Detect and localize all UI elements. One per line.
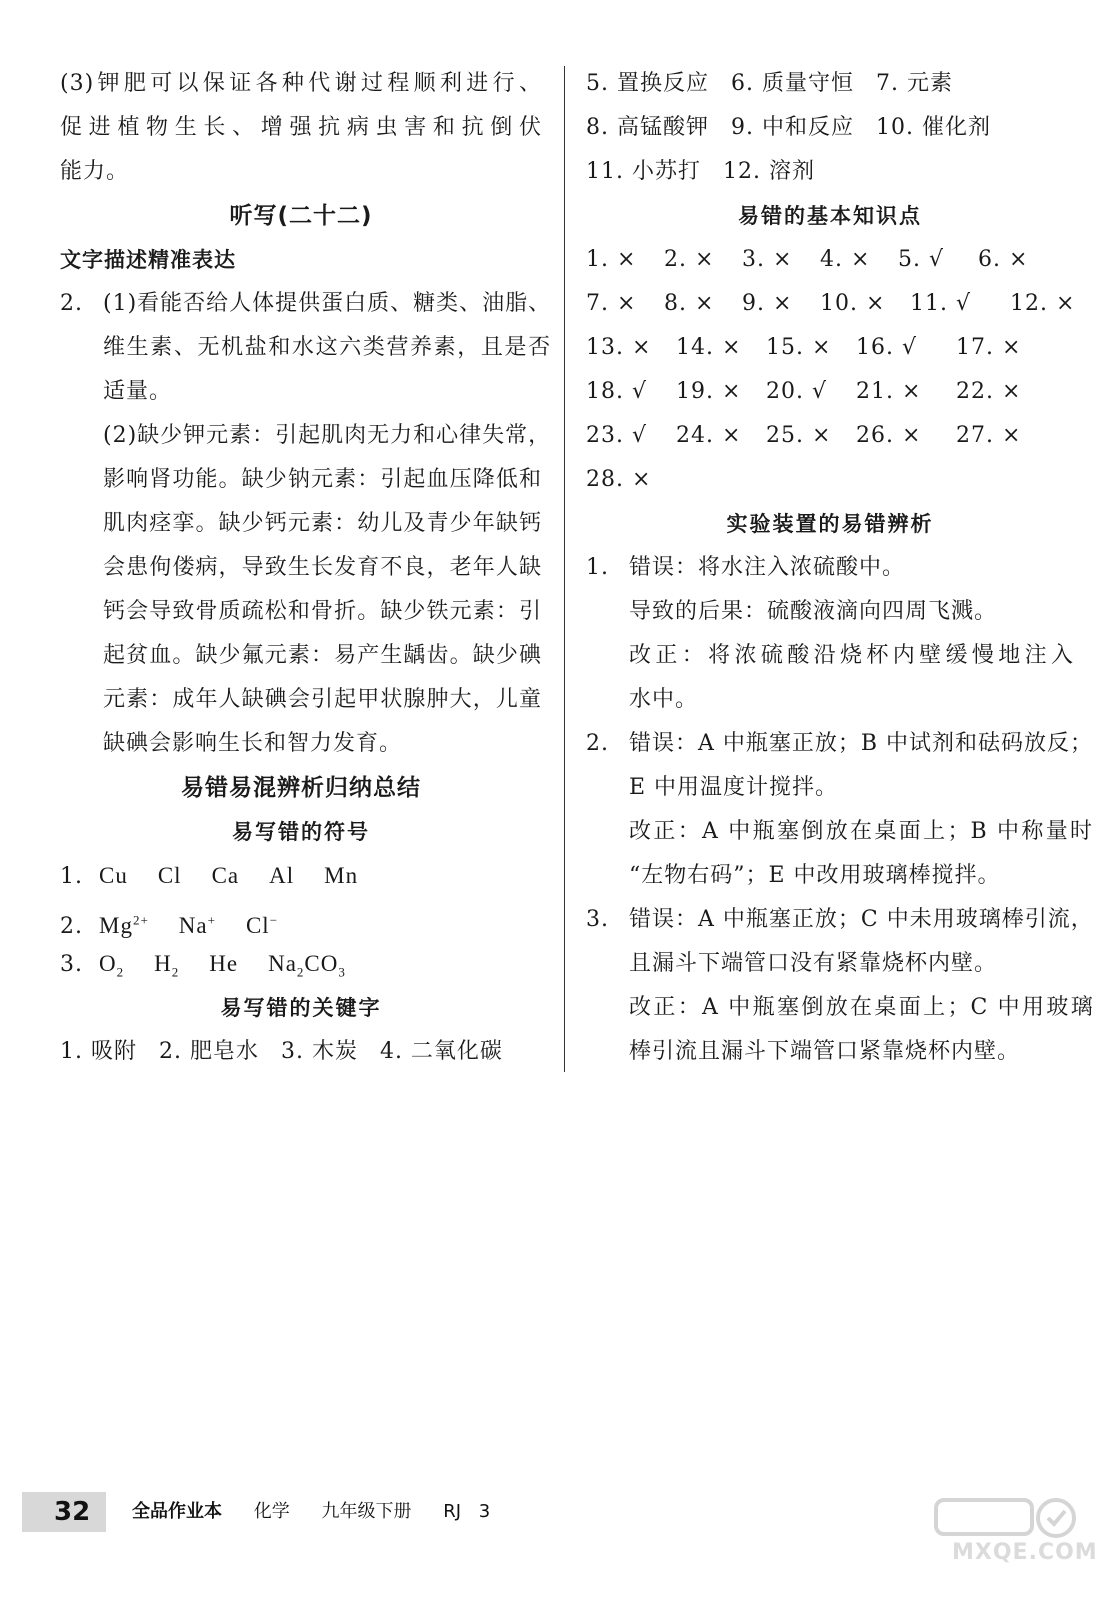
symbol-cu: Cu [99,863,128,888]
dictation-title: 听写(二十二) [229,203,373,229]
symbol-row-1 [60,854,542,898]
tf-answer: 14. × [676,335,742,360]
e3-line-2: 且漏斗下端管口没有紧靠烧杯内壁。 [629,951,998,976]
item-number: 1. [586,555,609,580]
tf-answer: 4. × [820,247,871,272]
q2b-line-6: 起贫血。缺少氟元素：易产生龋齿。缺少碘 [103,643,542,668]
tf-row-3 [586,326,1074,370]
formula-h2: $H_2$ [154,951,180,980]
keyword-item: 5. 置换反应 [586,71,709,96]
keyword-item: 10. 催化剂 [875,115,991,140]
question-number: 2. [60,291,83,316]
ion-na: Na+ [178,912,216,938]
left-column [60,62,552,1074]
error-item-1 [586,546,1074,722]
tf-answer: 20. √ [766,379,827,404]
keyword-item: 6. 质量守恒 [730,71,854,96]
tf-answer: 23. √ [586,423,647,448]
tf-answer: 10. × [820,291,886,316]
tf-answer: 24. × [676,423,742,448]
q2-line-3: 适量。 [103,379,173,404]
keyword-item: 3. 木炭 [280,1039,358,1064]
tf-answer: 21. × [856,379,922,404]
book-info [132,1492,516,1532]
tf-answer: 16. √ [856,335,917,360]
tf-answer: 27. × [956,423,1022,448]
keyword-item: 1. 吸附 [60,1039,137,1064]
symbols-title: 易写错的符号 [232,820,370,844]
tf-answer: 19. × [676,379,742,404]
keyword-row-3 [586,106,1074,150]
tf-answer: 2. × [664,247,715,272]
symbol-ca: Ca [211,863,240,888]
e1-line-1: 错误：将水注入浓硫酸中。 [629,555,906,580]
symbol-al: Al [269,863,295,888]
watermark-badge-icon [932,1496,1082,1540]
e1-line-3: 改正：将浓硫酸沿烧杯内壁缓慢地注入 [629,643,1074,668]
right-column [586,62,1094,1074]
q2b-line-5: 钙会导致骨质疏松和骨折。缺少铁元素：引 [103,599,542,624]
keyword-row-2 [586,62,1074,106]
summary-title: 易错易混辨析归纳总结 [181,775,421,801]
symbol-row-2 [60,898,542,942]
tf-answer: 8. × [664,291,715,316]
q2b-line-7: 元素：成年人缺碘会引起甲状腺肿大，儿童 [103,687,542,712]
q2b-line-1: (2)缺少钾元素：引起肌肉无力和心律失常， [103,423,552,448]
watermark-logo [932,1496,1098,1586]
tf-answer: 26. × [856,423,922,448]
tf-answer: 1. × [586,247,637,272]
tf-answer: 12. × [1010,291,1076,316]
item-number: 3. [60,952,83,977]
q2b-line-4: 会患佝偻病，导致生长发育不良，老年人缺 [103,555,542,580]
item-number: 1. [60,864,83,889]
e2-line-3: 改正：A 中瓶塞倒放在桌面上；B 中称量时 [629,819,1094,844]
e3-line-4: 棒引流且漏斗下端管口紧靠烧杯内壁。 [629,1039,1021,1064]
e1-line-2: 导致的后果：硫酸液滴向四周飞溅。 [629,599,998,624]
tf-answer: 5. √ [898,247,945,272]
tf-answer: 7. × [586,291,637,316]
q2b-line-3: 肌肉痉挛。缺少钙元素：幼儿及青少年缺钙 [103,511,542,536]
tf-row-5 [586,414,1074,458]
keyword-row-4 [586,150,1074,194]
item-number: 2. [586,731,609,756]
formula-na2co3: $Na_2CO_3$ [268,951,346,980]
tf-answer: 13. × [586,335,652,360]
tf-row-2 [586,282,1074,326]
basic-knowledge-title: 易错的基本知识点 [738,204,922,228]
question-2 [60,282,552,458]
watermark-text: MXQE.COM [952,1540,1098,1565]
tf-answer: 3. × [742,247,793,272]
volume: 3 [478,1501,491,1522]
item-number: 3. [586,907,609,932]
intro-line-3: 能力。 [60,159,130,184]
keyword-item: 12. 溶剂 [722,159,815,184]
keyword-item: 2. 肥皂水 [158,1039,259,1064]
tf-row-1 [586,238,1074,282]
keyword-item: 11. 小苏打 [586,159,701,184]
tf-answer: 25. × [766,423,832,448]
book-title: 全品作业本 [132,1501,222,1522]
tf-row-6 [586,458,1074,502]
intro-line-2: 促进植物生长、增强抗病虫害和抗倒伏 [60,115,542,140]
tf-answer: 17. × [956,335,1022,360]
q2-line-1: (1)看能否给人体提供蛋白质、糖类、油脂、 [103,291,552,316]
tf-answer: 18. √ [586,379,647,404]
e3-line-3: 改正：A 中瓶塞倒放在桌面上；C 中用玻璃 [629,995,1094,1020]
symbol-cl: Cl [157,863,182,888]
tf-answer: 9. × [742,291,793,316]
tf-answer: 22. × [956,379,1022,404]
tf-answer: 6. × [978,247,1029,272]
keyword-item: 4. 二氧化碳 [379,1039,503,1064]
q2-line-2: 维生素、无机盐和水这六类营养素，且是否 [103,335,552,360]
item-number: 2. [60,913,83,939]
keyword-item: 8. 高锰酸钾 [586,115,709,140]
ion-cl: Cl− [245,912,279,938]
e2-line-4: “左物右码”；E 中改用玻璃棒搅拌。 [629,863,1001,888]
tf-answer: 15. × [766,335,832,360]
error-item-2 [586,722,1094,898]
keyword-item: 7. 元素 [875,71,953,96]
formula-o2: $O_2$ [99,951,125,980]
intro-line-1: (3)钾肥可以保证各种代谢过程顺利进行、 [60,71,542,96]
e1-line-4: 水中。 [629,687,699,712]
device-title: 实验装置的易错辨析 [726,512,934,536]
tf-answer: 11. √ [910,291,971,316]
page-number: 32 [54,1497,91,1527]
e3-line-1: 错误：A 中瓶塞正放；C 中未用玻璃棒引流， [629,907,1094,932]
section-text-desc: 文字描述精准表达 [60,248,236,272]
symbol-mn: Mn [324,863,359,888]
column-divider [564,66,565,1072]
tf-answer: 28. × [586,467,652,492]
keywords-title: 易写错的关键字 [220,996,382,1020]
keyword-row-1 [60,1030,542,1074]
formula-he: He [209,951,239,976]
subject: 化学 [253,1501,290,1522]
e2-line-1: 错误：A 中瓶塞正放；B 中试剂和砝码放反； [629,731,1094,756]
grade: 九年级下册 [321,1501,412,1522]
q2b-line-8: 缺碘会影响生长和智力发育。 [103,731,403,756]
q2b-line-2: 影响肾功能。缺少钠元素：引起血压降低和 [103,467,542,492]
edition: RJ [443,1501,462,1522]
keyword-item: 9. 中和反应 [730,115,854,140]
tf-row-4 [586,370,1074,414]
symbol-row-3 [60,942,542,986]
error-item-3 [586,898,1094,1074]
e2-line-2: E 中用温度计搅拌。 [629,775,839,800]
ion-mg: $Mg^{2+}$ [99,912,149,938]
